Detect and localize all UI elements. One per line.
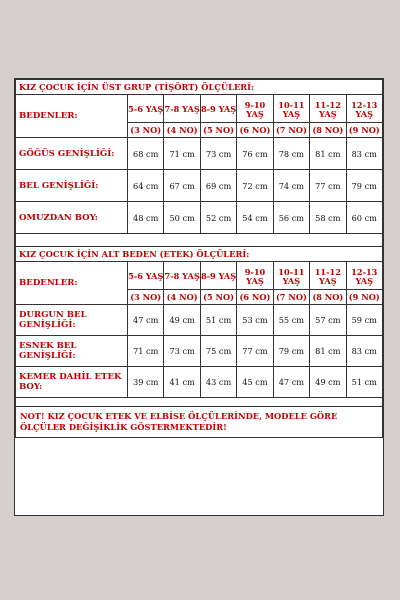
measurement-cell: 45 cm [237, 367, 273, 398]
measurement-cell: 47 cm [128, 305, 164, 336]
measurement-cell: 81 cm [310, 336, 346, 367]
table-row [16, 305, 383, 336]
row-label: OMUZDAN BOY: [16, 202, 128, 234]
row-label: BEL GENİŞLİĞİ: [16, 170, 128, 202]
measurement-cell: 47 cm [273, 367, 309, 398]
measurement-cell: 60 cm [346, 202, 382, 234]
top-size-number: (9 NO) [346, 123, 382, 138]
top-size-label: BEDENLER: [16, 95, 128, 138]
measurement-cell: 64 cm [128, 170, 164, 202]
measurement-cell: 81 cm [310, 138, 346, 170]
bottom-section-title-row [16, 247, 383, 262]
bottom-size-number: (5 NO) [200, 290, 236, 305]
bottom-size-number: (8 NO) [310, 290, 346, 305]
top-age-header: 9-10 YAŞ [237, 95, 273, 123]
measurement-cell: 67 cm [164, 170, 200, 202]
size-table [15, 79, 383, 438]
note-row [16, 407, 383, 438]
top-size-number: (8 NO) [310, 123, 346, 138]
measurement-cell: 51 cm [200, 305, 236, 336]
bottom-age-header: 9-10 YAŞ [237, 262, 273, 290]
row-label: ESNEK BEL GENİŞLİĞİ: [16, 336, 128, 367]
measurement-cell: 78 cm [273, 138, 309, 170]
measurement-cell: 75 cm [200, 336, 236, 367]
measurement-cell: 77 cm [310, 170, 346, 202]
top-size-number: (5 NO) [200, 123, 236, 138]
measurement-cell: 74 cm [273, 170, 309, 202]
bottom-age-header: 10-11 YAŞ [273, 262, 309, 290]
top-size-number: (4 NO) [164, 123, 200, 138]
bottom-age-header: 7-8 YAŞ [164, 262, 200, 290]
measurement-cell: 83 cm [346, 336, 382, 367]
measurement-cell: 58 cm [310, 202, 346, 234]
measurement-cell: 53 cm [237, 305, 273, 336]
measurement-cell: 73 cm [164, 336, 200, 367]
measurement-cell: 54 cm [237, 202, 273, 234]
measurement-cell: 56 cm [273, 202, 309, 234]
bottom-size-number: (3 NO) [128, 290, 164, 305]
table-row [16, 367, 383, 398]
measurement-cell: 49 cm [310, 367, 346, 398]
bottom-size-number: (9 NO) [346, 290, 382, 305]
bottom-age-header: 12-13 YAŞ [346, 262, 382, 290]
size-chart-sheet [14, 78, 384, 516]
table-row [16, 138, 383, 170]
top-size-number: (7 NO) [273, 123, 309, 138]
measurement-cell: 72 cm [237, 170, 273, 202]
top-age-header: 5-6 YAŞ [128, 95, 164, 123]
measurement-cell: 50 cm [164, 202, 200, 234]
section-gap [16, 398, 383, 407]
bottom-header-row [16, 262, 383, 290]
row-label: DURGUN BEL GENİŞLİĞİ: [16, 305, 128, 336]
top-age-header: 8-9 YAŞ [200, 95, 236, 123]
top-age-header: 11-12 YAŞ [310, 95, 346, 123]
bottom-size-number: (4 NO) [164, 290, 200, 305]
bottom-age-header: 8-9 YAŞ [200, 262, 236, 290]
top-size-number: (6 NO) [237, 123, 273, 138]
top-age-header: 10-11 YAŞ [273, 95, 309, 123]
table-row [16, 202, 383, 234]
bottom-age-header: 11-12 YAŞ [310, 262, 346, 290]
measurement-cell: 79 cm [346, 170, 382, 202]
table-row [16, 170, 383, 202]
bottom-size-number: (7 NO) [273, 290, 309, 305]
measurement-cell: 52 cm [200, 202, 236, 234]
measurement-cell: 59 cm [346, 305, 382, 336]
measurement-cell: 43 cm [200, 367, 236, 398]
top-section-title-row [16, 80, 383, 95]
bottom-section-title: KIZ ÇOCUK İÇİN ALT BEDEN (ETEK) ÖLÇÜLERİ: [16, 247, 383, 262]
top-age-header: 7-8 YAŞ [164, 95, 200, 123]
top-age-header: 12-13 YAŞ [346, 95, 382, 123]
measurement-cell: 73 cm [200, 138, 236, 170]
bottom-size-number: (6 NO) [237, 290, 273, 305]
measurement-cell: 79 cm [273, 336, 309, 367]
measurement-cell: 49 cm [164, 305, 200, 336]
top-section-title: KIZ ÇOCUK İÇİN ÜST GRUP (TİŞÖRT) ÖLÇÜLERİ: [16, 80, 383, 95]
measurement-cell: 68 cm [128, 138, 164, 170]
measurement-cell: 71 cm [164, 138, 200, 170]
measurement-cell: 39 cm [128, 367, 164, 398]
note-text: NOT! KIZ ÇOCUK ETEK VE ELBİSE ÖLÇÜLERİNDE, MODELE GÖRE ÖLÇÜLER DEĞİŞİKLİK GÖSTERMEKTEDİR! [16, 407, 383, 438]
measurement-cell: 55 cm [273, 305, 309, 336]
measurement-cell: 51 cm [346, 367, 382, 398]
top-size-number: (3 NO) [128, 123, 164, 138]
measurement-cell: 77 cm [237, 336, 273, 367]
section-gap [16, 234, 383, 247]
measurement-cell: 41 cm [164, 367, 200, 398]
bottom-size-label: BEDENLER: [16, 262, 128, 305]
measurement-cell: 83 cm [346, 138, 382, 170]
bottom-age-header: 5-6 YAŞ [128, 262, 164, 290]
top-header-row [16, 95, 383, 123]
row-label: GÖĞÜS GENİŞLİĞİ: [16, 138, 128, 170]
row-label: KEMER DAHİL ETEK BOY: [16, 367, 128, 398]
measurement-cell: 48 cm [128, 202, 164, 234]
measurement-cell: 71 cm [128, 336, 164, 367]
measurement-cell: 76 cm [237, 138, 273, 170]
measurement-cell: 57 cm [310, 305, 346, 336]
measurement-cell: 69 cm [200, 170, 236, 202]
table-row [16, 336, 383, 367]
